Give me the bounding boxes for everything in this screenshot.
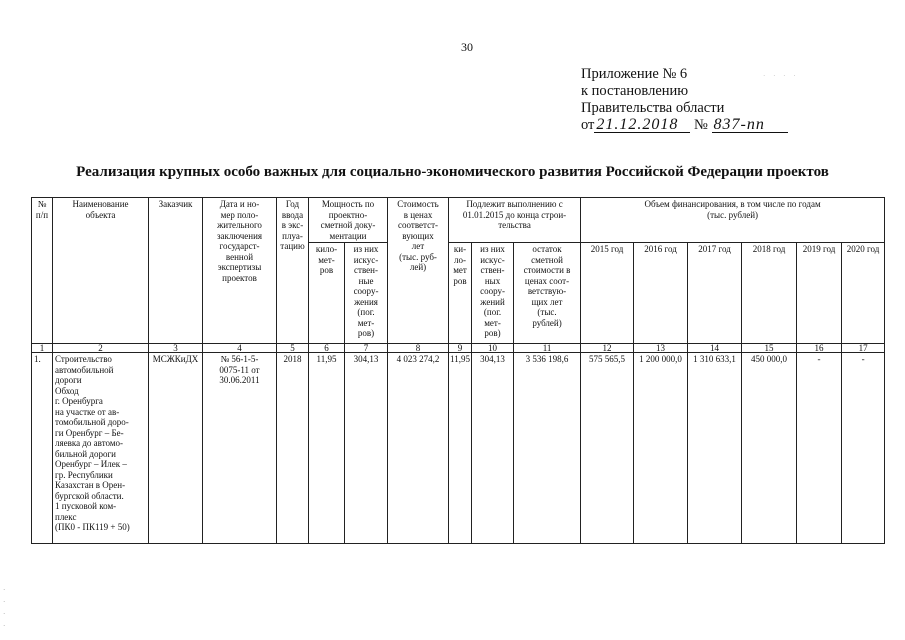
- cell-line: лет: [411, 241, 425, 251]
- cell-line: ров): [357, 328, 375, 338]
- row-capacity-structures: 304,13: [345, 353, 388, 544]
- row-remaining-cost: 3 536 198,6: [514, 353, 581, 544]
- row-customer: МСЖКиДХ: [149, 353, 203, 544]
- row-2020: -: [842, 353, 885, 544]
- cell-line: мет-: [318, 254, 335, 265]
- column-number: 17: [842, 344, 885, 353]
- header-capacity-km: [309, 243, 345, 344]
- cell-line: Казахстан в Орен-: [55, 480, 126, 490]
- handwritten-date: 21.12.2018: [594, 118, 690, 133]
- cell-line: томобильной доро-: [55, 417, 129, 427]
- cell-line: мер поло-: [220, 209, 259, 220]
- header-remaining-group: [449, 198, 581, 243]
- cell-line: ментации: [329, 230, 367, 241]
- header-capacity-structures: [345, 243, 388, 344]
- header-year-2015: 2015 год: [581, 243, 634, 344]
- row-remaining-structures: 304,13: [472, 353, 514, 544]
- column-number: 16: [797, 344, 842, 353]
- cell-line: жения: [354, 296, 378, 307]
- cell-line: ров: [319, 265, 334, 275]
- cell-line: 01.01.2015 до конца строи-: [462, 209, 567, 220]
- cell-line: дороги: [55, 375, 82, 385]
- left-edge-marks: · · · ·: [3, 586, 6, 630]
- column-number: 3: [149, 344, 203, 353]
- cell-line: ствен-: [354, 265, 378, 275]
- header-year-2020: 2020 год: [842, 243, 885, 344]
- cell-line: Дата и но-: [219, 199, 260, 209]
- cell-line: мет: [453, 265, 467, 275]
- handwritten-number: 837-пп: [712, 118, 788, 133]
- cell-line: ных: [484, 275, 501, 286]
- cell-line: 30.06.2011: [219, 375, 260, 385]
- cell-line: вующих: [402, 230, 434, 241]
- column-number: 10: [472, 344, 514, 353]
- cell-line: в экс-: [281, 220, 304, 230]
- row-object-name: [53, 353, 149, 544]
- row-num: 1.: [32, 353, 53, 544]
- cell-line: на участке от ав-: [55, 406, 120, 417]
- cell-line: №: [37, 199, 47, 209]
- column-number: 8: [388, 344, 449, 353]
- document-title: Реализация крупных особо важных для социально-экономического развития Российской Федерации проектов: [76, 164, 829, 180]
- cell-line: экспертизы: [217, 262, 262, 272]
- cell-line: лей): [409, 262, 427, 272]
- cell-line: остаток: [532, 244, 562, 254]
- cell-line: Обход: [55, 385, 79, 396]
- cell-line: ров: [453, 275, 467, 286]
- header-cost: [388, 198, 449, 344]
- cell-line: ров): [484, 328, 501, 338]
- column-number: 9: [449, 344, 472, 353]
- cell-line: искус-: [480, 254, 505, 265]
- cell-line: искус-: [353, 254, 379, 265]
- cell-line: ввода: [281, 209, 304, 220]
- cell-line: мет-: [357, 317, 375, 328]
- cell-line: № 56-1-5-: [220, 354, 259, 364]
- row-2016: 1 200 000,0: [634, 353, 688, 544]
- cell-line: (пог.: [483, 307, 502, 317]
- column-number: 1: [32, 344, 53, 353]
- header-num: [32, 198, 53, 344]
- cell-line: ляевка до автомо-: [55, 438, 124, 448]
- cell-line: ветствую-: [527, 286, 567, 296]
- column-number: 6: [309, 344, 345, 353]
- appendix-line-3: Правительства области: [581, 100, 725, 116]
- cell-line: плуа-: [282, 230, 303, 241]
- number-sign: №: [694, 117, 708, 133]
- cell-line: автомобильной: [55, 364, 114, 375]
- cell-line: 0075-11 от: [219, 364, 260, 375]
- column-number: 14: [688, 344, 742, 353]
- cell-line: заключения: [216, 230, 263, 241]
- cell-line: Подлежит выполнению с: [466, 199, 563, 209]
- header-customer: [149, 198, 203, 344]
- header-expertise: [203, 198, 277, 344]
- cell-line: г. Оренбурга: [55, 396, 103, 406]
- column-number: 2: [53, 344, 149, 353]
- cell-line: Объем финансирования, в том числе по годам: [644, 199, 821, 209]
- cell-line: венной: [225, 251, 254, 262]
- cell-line: (тыс.: [537, 307, 557, 317]
- cell-line: щих лет: [531, 296, 563, 307]
- cell-line: из них: [353, 244, 379, 254]
- cell-line: (пог.: [357, 307, 375, 317]
- row-2015: 575 565,5: [581, 353, 634, 544]
- appendix-line-1: Приложение № 6: [581, 66, 688, 82]
- header-remaining-structures: [472, 243, 514, 344]
- cell-line: бургской области.: [55, 490, 124, 501]
- cell-line: кило-: [315, 244, 338, 254]
- cell-line: 1 пусковой ком-: [55, 501, 117, 511]
- cell-line: ло-: [454, 254, 467, 265]
- cell-line: стоимости в: [523, 265, 571, 275]
- cell-line: проектно-: [328, 209, 368, 220]
- header-name: [53, 198, 149, 344]
- projects-table: [31, 197, 885, 544]
- cell-line: объекта: [85, 209, 116, 220]
- column-number: 7: [345, 344, 388, 353]
- cell-line: Оренбург – Илек –: [55, 459, 127, 469]
- row-2017: 1 310 633,1: [688, 353, 742, 544]
- cell-line: гр. Республики: [55, 469, 113, 480]
- column-number: 13: [634, 344, 688, 353]
- row-capacity-km: 11,95: [309, 353, 345, 544]
- cell-line: сметной: [531, 254, 563, 265]
- header-year-2016: 2016 год: [634, 243, 688, 344]
- column-number: 12: [581, 344, 634, 353]
- cell-line: в ценах: [403, 209, 433, 220]
- cell-line: рублей): [532, 317, 562, 328]
- row-2018: 450 000,0: [742, 353, 797, 544]
- column-number: 15: [742, 344, 797, 353]
- column-number: 5: [277, 344, 309, 353]
- header-year-2018: 2018 год: [742, 243, 797, 344]
- header-row-top: [32, 198, 885, 243]
- appendix-block: [581, 66, 788, 134]
- cell-line: Год: [285, 199, 300, 209]
- cell-line: Наименование: [72, 199, 129, 209]
- row-remaining-km: 11,95: [449, 353, 472, 544]
- cell-line: тельства: [498, 220, 531, 230]
- header-year: [277, 198, 309, 344]
- row-year: 2018: [277, 353, 309, 544]
- cell-line: п/п: [35, 209, 49, 220]
- cell-line: жительного: [217, 220, 262, 230]
- row-expertise: [203, 353, 277, 544]
- cell-line: жений: [480, 296, 505, 307]
- cell-line: государст-: [219, 241, 260, 251]
- header-capacity-group: [309, 198, 388, 243]
- cell-line: проектов: [222, 272, 257, 283]
- cell-line: бильной дороги: [55, 448, 116, 459]
- cell-line: ценах соот-: [524, 275, 570, 286]
- appendix-date-line: [581, 117, 788, 134]
- row-2019: -: [797, 353, 842, 544]
- cell-line: мет-: [484, 317, 501, 328]
- column-number: 11: [514, 344, 581, 353]
- cell-line: плекс: [55, 511, 77, 522]
- page-number: 30: [461, 40, 473, 54]
- header-year-2019: 2019 год: [797, 243, 842, 344]
- date-prefix: от: [581, 117, 595, 133]
- row-cost: 4 023 274,2: [388, 353, 449, 544]
- appendix-line-2: к постановлению: [581, 83, 689, 99]
- cell-line: ги Оренбург – Бе-: [55, 427, 124, 438]
- cell-line: Стоимость: [397, 199, 439, 209]
- cell-line: Мощность по: [321, 199, 375, 209]
- header-remaining-cost: [514, 243, 581, 344]
- cell-line: ные: [358, 275, 374, 286]
- column-number: 4: [203, 344, 277, 353]
- cell-line: из них: [480, 244, 505, 254]
- header-remaining-km: [449, 243, 472, 344]
- cell-line: Строительство: [55, 354, 112, 364]
- cell-line: соору-: [353, 286, 379, 296]
- table-row: [32, 353, 885, 544]
- cell-line: (тыс. рублей): [707, 209, 759, 220]
- cell-line: (ПК0 - ПК119 + 50): [55, 522, 130, 532]
- cell-line: тацию: [280, 241, 305, 251]
- cell-line: сметной доку-: [320, 220, 376, 230]
- header-finance-group: [581, 198, 885, 243]
- cell-line: Заказчик: [158, 199, 193, 209]
- cell-line: (тыс. руб-: [399, 251, 437, 262]
- header-year-2017: 2017 год: [688, 243, 742, 344]
- column-number-row: [32, 344, 885, 353]
- faint-margin-marks: · · · ·: [763, 72, 799, 80]
- cell-line: соответст-: [398, 220, 438, 230]
- cell-line: ки-: [453, 244, 467, 254]
- cell-line: соору-: [480, 286, 505, 296]
- cell-line: ствен-: [480, 265, 505, 275]
